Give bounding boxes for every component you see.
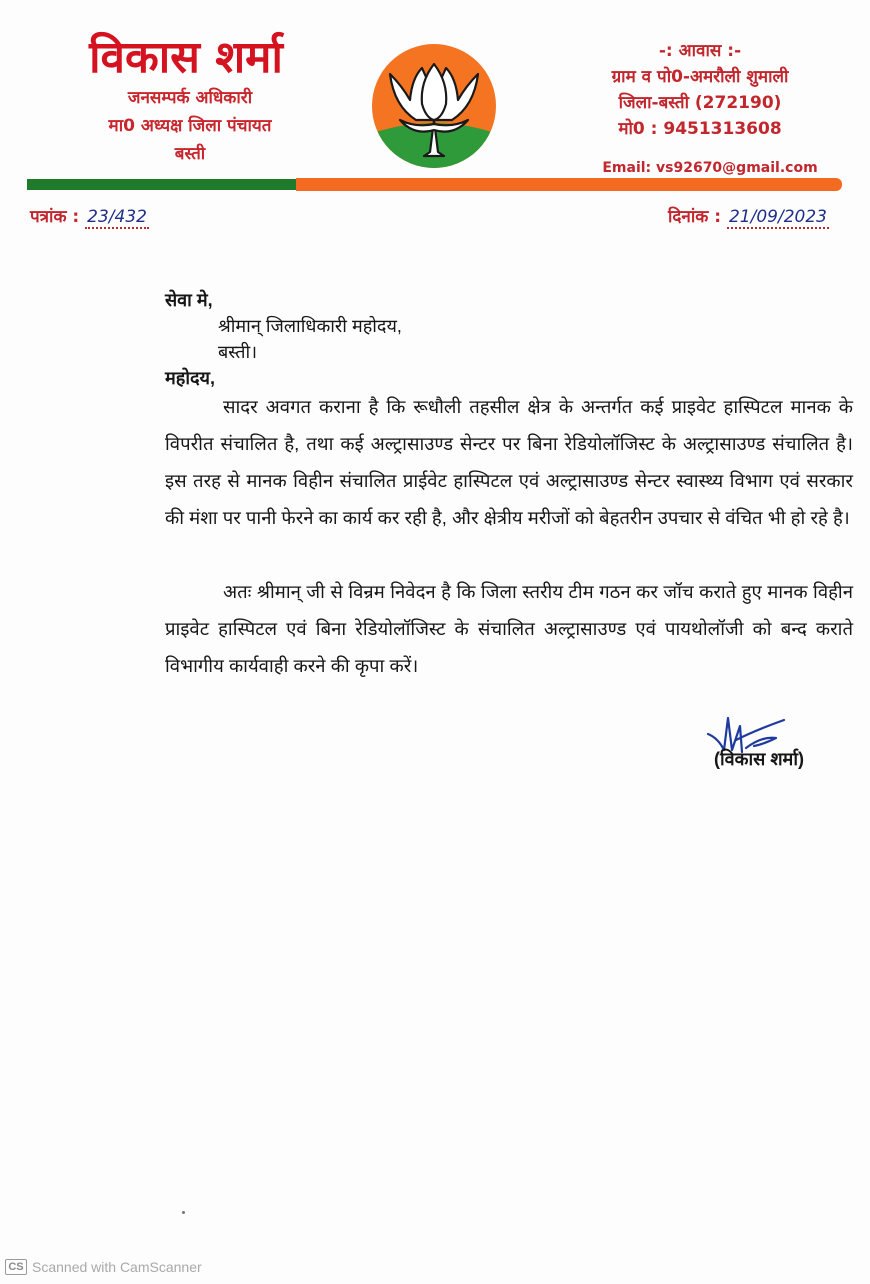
dinank-value: 21/09/2023 (728, 207, 827, 227)
green-divider-bar (27, 179, 296, 190)
scan-speck (182, 1211, 185, 1214)
addressee-block (165, 287, 855, 391)
address-line-2: जिला-बस्ती (272190) (618, 93, 782, 113)
sender-office: मा0 अध्यक्ष जिला पंचायत (108, 116, 272, 136)
addressee-title: श्रीमान् जिलाधिकारी महोदय, (218, 316, 402, 336)
camscanner-logo-icon: CS (5, 1259, 27, 1275)
saffron-divider-bar (296, 178, 842, 191)
address-heading: -: आवास :- (658, 41, 742, 61)
salutation: महोदय, (165, 368, 215, 388)
patrank-value: 23/432 (87, 207, 147, 227)
reference-number (30, 204, 149, 227)
addressee-city: बस्ती। (218, 342, 258, 362)
letterhead-address-block (560, 38, 840, 178)
camscanner-text: Scanned with CamScanner (32, 1259, 202, 1275)
mobile-number: मो0 : 9451313608 (618, 119, 782, 139)
sender-city: बस्ती (174, 144, 206, 164)
lotus-logo-icon (370, 42, 498, 170)
sender-designation: जनसम्पर्क अधिकारी (127, 88, 253, 108)
email-address: Email: vs92670@gmail.com (602, 160, 818, 176)
letterhead-sender-block (40, 32, 340, 168)
letter-paragraph-1: सादर अवगत कराना है कि रूधौली तहसील क्षेत्र के अन्तर्गत कई प्राइवेट हास्पिटल मानक के विपरीत संचालित है, तथा कई अल्ट्रासाउण्ड सेन्टर पर बिना रेडियोलॉजिस्ट के अल्ट्रासाउण्ड संचालित है। इस तरह से मानक विहीन संचालित प्राईवेट हास्पिटल एवं अल्ट्रासाउण्ड सेन्टर स्वास्थ्य विभाग एवं सरकार की मंशा पर पानी फेरने का कार्य कर रही है, और क्षेत्रीय मरीजों को बेहतरीन उपचार से वंचित भी हो रहे है। (165, 396, 853, 528)
dinank-label: दिनांक : (668, 207, 722, 227)
reference-date (668, 204, 829, 227)
camscanner-watermark (5, 1259, 202, 1275)
letter-paragraph-2: अतः श्रीमान् जी से विन्रम निवेदन है कि जिला स्तरीय टीम गठन कर जॉच कराते हुए मानक विहीन प्राइवेट हास्पिटल एवं बिना रेडियोलॉजिस्ट के संचालित अल्ट्रासाउण्ड एवं पायथोलॉजी को बन्द कराते विभागीय कार्यवाही करने की कृपा करें। (165, 581, 853, 676)
address-line-1: ग्राम व पो0-अमरौली शुमाली (611, 67, 789, 87)
signatory-name: (विकास शर्मा) (714, 749, 804, 769)
patrank-label: पत्रांक : (30, 207, 80, 227)
to-label: सेवा मे, (165, 290, 213, 310)
sender-name: विकास शर्मा (89, 32, 283, 83)
